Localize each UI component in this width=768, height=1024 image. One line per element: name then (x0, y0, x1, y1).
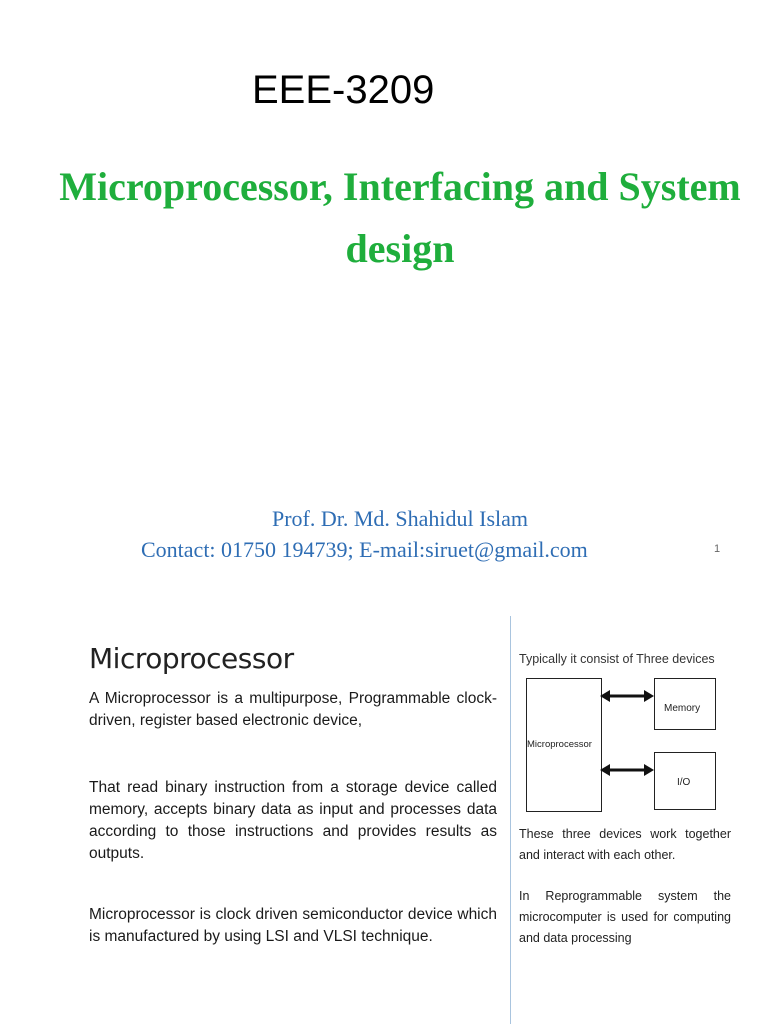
io-block-label: I/O (677, 777, 691, 788)
io-bus-arrow-icon (600, 764, 654, 776)
definition-paragraph: A Microprocessor is a multipurpose, Programmable clock-driven, register based electronic device, (89, 690, 497, 729)
contact-info: Contact: 01750 194739; E-mail:siruet@gmail.com (141, 537, 588, 562)
slide-heading: Microprocessor (89, 642, 294, 675)
page-number: 1 (714, 543, 721, 555)
memory-bus-arrow-icon (600, 690, 654, 702)
course-title: Microprocessor, Interfacing and System design (59, 164, 741, 271)
memory-block (654, 678, 716, 730)
microprocessor-slide (0, 592, 768, 1024)
course-code: EEE-3209 (252, 68, 435, 112)
microprocessor-block-label: Microprocessor (527, 739, 592, 750)
function-paragraph: That read binary instruction from a storage device called memory, accepts binary data as input and processes data according to those instructions and provides results as outputs. (89, 779, 497, 862)
column-divider (510, 616, 511, 1024)
memory-block-label: Memory (664, 703, 701, 714)
reprogrammable-paragraph: In Reprogrammable system the microcomputer is used for computing and data processing (519, 889, 731, 945)
interaction-paragraph: These three devices work together and interact with each other. (519, 827, 731, 862)
io-block (654, 752, 716, 810)
bus-arrows (600, 678, 654, 810)
microprocessor-block (526, 678, 602, 812)
technology-paragraph: Microprocessor is clock driven semiconductor device which is manufactured by using LSI and VLSI technique. (89, 906, 497, 945)
diagram-caption: Typically it consist of Three devices (519, 652, 715, 666)
author-name: Prof. Dr. Md. Shahidul Islam (271, 506, 529, 531)
